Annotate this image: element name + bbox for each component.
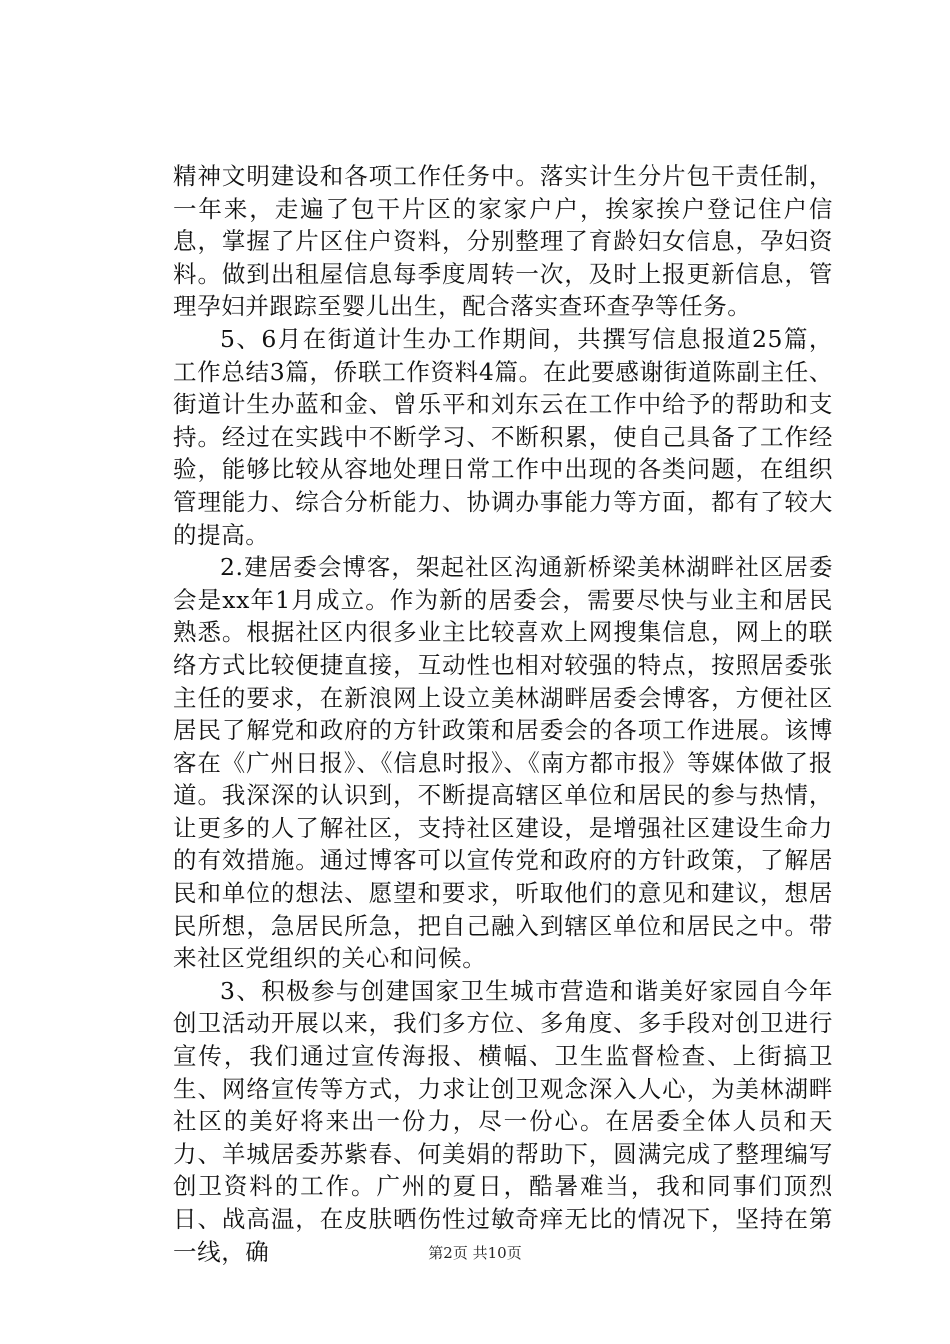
document-body bbox=[173, 160, 833, 1268]
paragraph-5-6-month-work: 5、6月在街道计生办工作期间，共撰写信息报道25篇，工作总结3篇，侨联工作资料4篇。在此要感谢街道陈副主任、街道计生办蓝和金、曾乐平和刘东云在工作中给予的帮助和支持。经过在实践中不断学习、不断积累，使自己具备了工作经验，能够比较从容地处理日常工作中出现的各类问题，在组织管理能力、综合分析能力、协调办事能力等方面，都有了较大的提高。 bbox=[173, 324, 833, 549]
paragraph-3-health-city: 3、积极参与创建国家卫生城市营造和谐美好家园自今年创卫活动开展以来，我们多方位、多角度、多手段对创卫进行宣传，我们通过宣传海报、横幅、卫生监督检查、上街搞卫生、网络宣传等方式，力求让创卫观念深入人心，为美林湖畔社区的美好将来出一份力，尽一份心。在居委全体人员和天力、羊城居委苏紫春、何美娟的帮助下，圆满完成了整理编写创卫资料的工作。广州的夏日，酷暑难当，我和同事们顶烈日、战高温，在皮肤晒伤性过敏奇痒无比的情况下，坚持在第一线，确 bbox=[173, 976, 833, 1266]
page-number-footer: 第2页 共10页 bbox=[428, 1244, 522, 1262]
paragraph-2-blog: 2.建居委会博客，架起社区沟通新桥梁美林湖畔社区居委会是xx年1月成立。作为新的居委会，需要尽快与业主和居民熟悉。根据社区内很多业主比较喜欢上网搜集信息，网上的联络方式比较便捷直接，互动性也相对较强的特点，按照居委张主任的要求，在新浪网上设立美林湖畔居委会博客，方便社区居民了解党和政府的方针政策和居委会的各项工作进展。该博客在《广州日报》、《信息时报》、《南方都市报》等媒体做了报道。我深深的认识到，不断提高辖区单位和居民的参与热情，让更多的人了解社区，支持社区建设，是增强社区建设生命力的有效措施。通过博客可以宣传党和政府的方针政策，了解居民和单位的想法、愿望和要求，听取他们的意见和建议，想居民所想，急居民所急，把自己融入到辖区单位和居民之中。带来社区党组织的关心和问候。 bbox=[173, 553, 833, 973]
paragraph-continuation: 精神文明建设和各项工作任务中。落实计生分片包干责任制，一年来，走遍了包干片区的家家户户，挨家挨户登记住户信息，掌握了片区住户资料，分别整理了育龄妇女信息，孕妇资料。做到出租屋信息每季度周转一次，及时上报更新信息，管理孕妇并跟踪至婴儿出生，配合落实查环查孕等任务。 bbox=[173, 162, 833, 321]
